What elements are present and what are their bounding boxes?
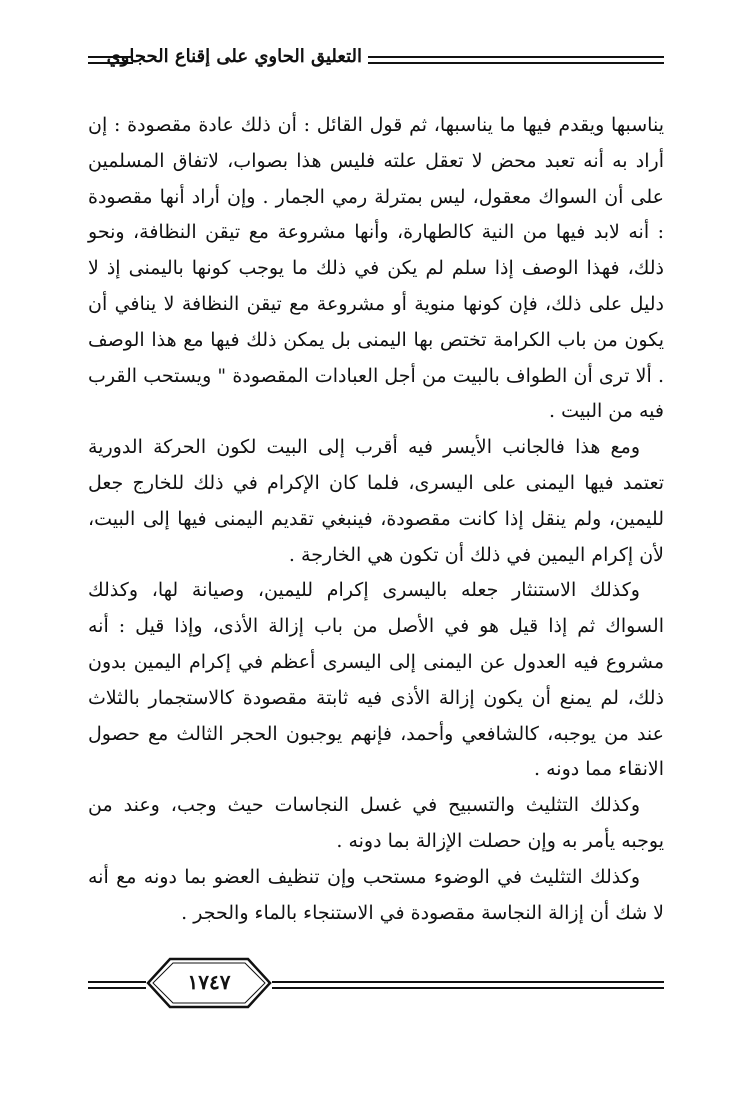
header-rule-right (368, 56, 664, 64)
page-footer (88, 950, 664, 1020)
paragraph: ومع هذا فالجانب الأيسر فيه أقرب إلى البيت لكون الحركة الدورية تعتمد فيها اليمنى على اليسرى، فلما كان الإكرام في ذلك للخارج جعل لليمين، ولم ينقل إذا كانت مقصودة، فينبغي تقديم اليمنى فيها إلى البيت، لأن إكرام اليمين في ذلك أن تكون هي الخارجة . (88, 436, 664, 566)
paragraph: يناسبها ويقدم فيها ما يناسبها، ثم قول القائل : أن ذلك عادة مقصودة : إن أراد به أنه تعبد محض لا تعقل علته فليس هذا بصواب، لاتفاق المسلمين على أن السواك معقول، ليس بمترلة رمي الجمار . وإن أراد أنها مقصودة : أنه لابد فيها من النية كالطهارة، وأنها مشروعة مع تيقن النظافة، ونحو ذلك، فهذا الوصف إذا سلم لم يكن في ذلك ما يوجب كونها باليمنى إذ لا دليل على ذلك، فإن كونها منوية أو مشروعة مع تيقن النظافة لا ينافي أن يكون من باب الكرامة تختص بها اليمنى بل يمكن ذلك فيها مع هذا الوصف . ألا ترى أن الطواف بالبيت من أجل العبادات المقصودة " ويستحب القرب فيه من البيت . (88, 114, 664, 423)
footer-rule-left (88, 981, 146, 989)
page-number: ١٧٤٧ (187, 970, 231, 994)
paragraph: وكذلك الاستنثار جعله باليسرى إكرام لليمين، وصيانة لها، وكذلك السواك ثم إذا قيل هو في الأصل من باب إزالة الأذى، وإذا قيل : أنه مشروع فيه العدول عن اليمنى إلى اليسرى أعظم في إكرام اليمين بدون ذلك، لم يمنع أن يكون إزالة الأذى فيه ثابتة مقصودة كالاستجمار بالثلاث عند من يوجبه، كالشافعي وأحمد، فإنهم يوجبون الحجر الثالث مع حصول الانقاء مما دونه . (88, 579, 664, 781)
header-rule-left (88, 56, 133, 64)
header-title: التعليق الحاوي على إقناع الحجاوي (106, 46, 362, 67)
page-body (88, 108, 664, 931)
paragraph: وكذلك التثليث والتسبيح في غسل النجاسات حيث وجب، وعند من يوجبه يأمر به وإن حصلت الإزالة بما دونه . (88, 794, 664, 852)
footer-rule-right (272, 981, 664, 989)
paragraph: وكذلك التثليث في الوضوء مستحب وإن تنظيف العضو بما دونه مع أنه لا شك أن إزالة النجاسة مقصودة في الاستنجاء بالماء والحجر . (88, 865, 664, 924)
running-header (88, 46, 664, 80)
